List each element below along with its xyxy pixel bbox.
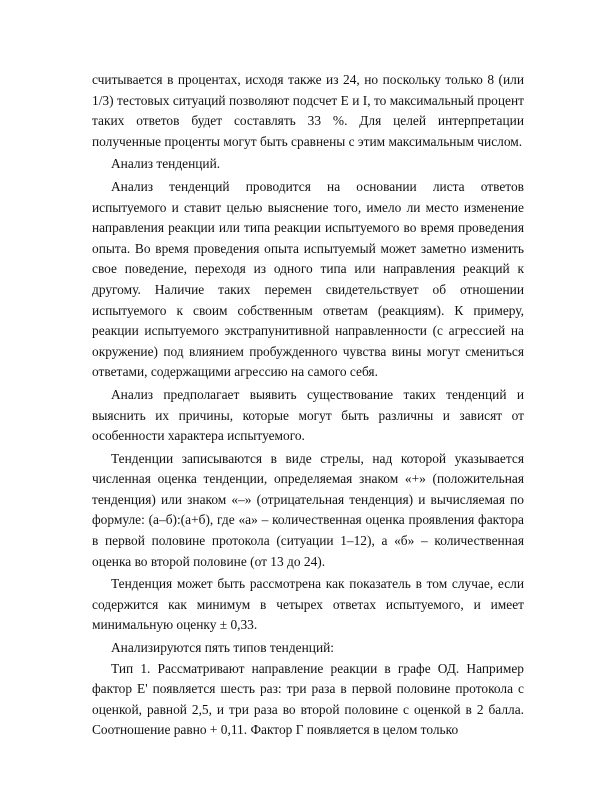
paragraph-tendency-recording-formula: Тенденции записываются в виде стрелы, над которой указывается численная оценка тенденции, определяемая знаком «+» (положительная тенденция) или знаком «–» (отрицательная тенденция) и вычисляемая по формуле: (а–б):(а+б), где «а» – количественная оценка проявления фактора в первой половине протокола (ситуации 1–12), а «б» – количественная оценка во второй половине (от 13 до 24).	[92, 450, 524, 569]
paragraph-analysis-purpose: Анализ предполагает выявить существование таких тенденций и выяснить их причины, которые могут быть различны и зависят от особенности характера испытуемого.	[92, 386, 524, 444]
section-heading-tendency-analysis: Анализ тенденций.	[111, 156, 221, 172]
section-heading-five-types: Анализируются пять типов тенденций:	[111, 640, 334, 656]
paragraph-continuation: считывается в процентах, исходя также из 24, но поскольку только 8 (или 1/3) тестовых ситуаций позволяют подсчет Е и I, то максимальный процент таких ответов будет составлять 33 %. Для целей интерпретации полученные проценты могут быть сравнены с этим максимальным числом.	[92, 72, 524, 149]
paragraph-tendency-threshold: Тенденция может быть рассмотрена как показатель в том случае, если содержится как минимум в четырех ответах испытуемого, и имеет минимальную оценку ± 0,33.	[92, 576, 524, 633]
paragraph-type-1: Тип 1. Рассматривают направление реакции в графе ОД. Например фактор Е' появляется шесть раз: три раза в первой половине протокола с оценкой, равной 2,5, и три раза во второй половине с оценкой в 2 балла. Соотношение равно + 0,11. Фактор Г появляется в целом только	[92, 660, 524, 738]
paragraph-tendency-analysis-method: Анализ тенденций проводится на основании листа ответов испытуемого и ставит целью выяснение того, имело ли место изменение направления реакции или типа реакции испытуемого во время проведения опыта. Во время проведения опыта испытуемый может заметно изменить свое поведение, переходя из одного типа или направления реакций к другому. Наличие таких перемен свидетельствует об отношении испытуемого к своим собственным ответам (реакциям). К примеру, реакции испытуемого экстрапунитивной направленности (с агрессией на окружение) под влиянием пробужденного чувства вины могут смениться ответами, содержащими агрессию на самого себя.	[92, 178, 524, 380]
